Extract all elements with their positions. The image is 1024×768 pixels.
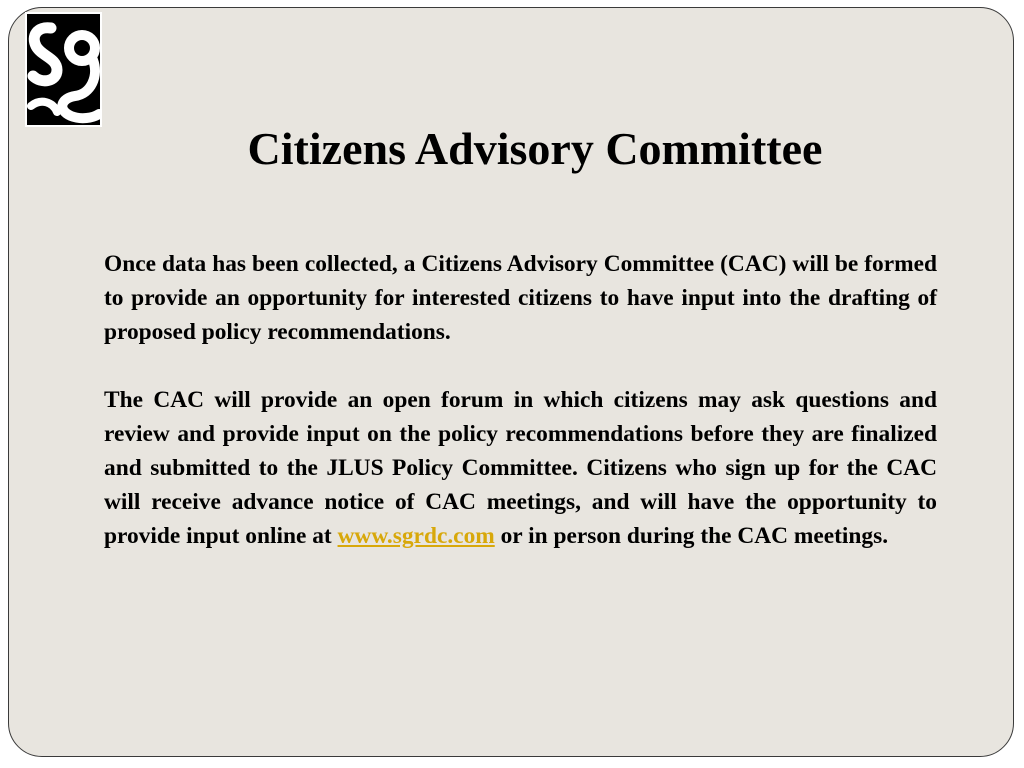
- paragraph-forum: [104, 383, 937, 553]
- paragraph-forum-text: The CAC will provide an open forum in which citizens may ask questions and review and provide input on the policy recommendations before they are finalized and submitted to the JLUS Policy Committee. Citizens who sign up for the CAC will receive advance notice of CAC meetings, and will have the opportunity to provide input online at: [104, 387, 937, 549]
- paragraph-intro: Once data has been collected, a Citizens Advisory Committee (CAC) will be formed to provide an opportunity for interested citizens to have input into the drafting of proposed policy recommendations.: [104, 251, 937, 345]
- paragraph-forum-tail: or in person during the CAC meetings.: [494, 523, 889, 549]
- sgrdc-logo-icon: [25, 12, 102, 127]
- website-link[interactable]: www.sgrdc.com: [337, 523, 495, 549]
- page-title: Citizens Advisory Committee: [247, 123, 823, 174]
- body-text: [104, 247, 937, 553]
